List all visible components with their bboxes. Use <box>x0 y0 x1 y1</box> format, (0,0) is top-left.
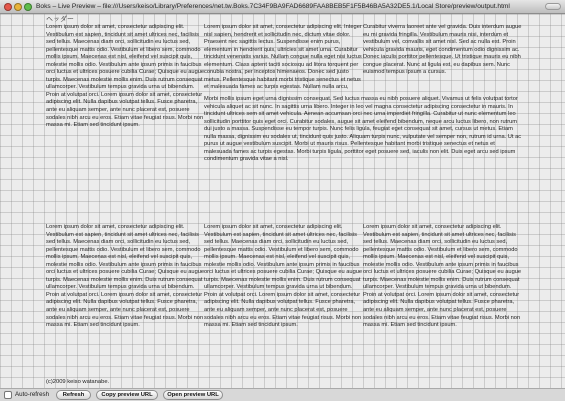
text-column-4 <box>46 224 205 388</box>
text-column-wide <box>204 96 522 214</box>
auto-refresh-label: Auto-refresh <box>15 391 50 398</box>
toolbar-toggle-button[interactable] <box>545 3 561 10</box>
open-preview-url-button[interactable]: Open preview URL <box>163 390 223 400</box>
column-text: Lorem ipsum dolor sit amet, consectetur adipiscing elit. Integer nisl sapien, hendrerit et sollicitudin nec, dictum vitae dolor. Praesent nec sagittis lectus. Suspendisse enim purus, elementum in hendrerit quis, ultricies sit amet urna. Curabitur tincidunt venenatis varius. Nullam congue nulla eget nisi luctus elementum. Class aptent taciti sociosqu ad litora torquent per conubia nostra, per inceptos himenaeos. Donec sed justo metus. Pellentesque habitant morbi tristique senectus et netus et malesuada fames ac turpis egestas. Nullam nulla arcu, <box>204 24 362 90</box>
text-column-6 <box>363 224 522 388</box>
column-text: Morbi mollis ipsum eget urna dignissim consequat. Sed luctus massa eu nibh posuere aliquet. Vivamus ut felis volutpat tortor vehicula aliquet ac sit nunc. In sagittis urna libero. Integer in leo vel magna consectetur adipiscing consectetur in mauris. In tincidunt ultrices sem sit amet vehicula. Aenean accumsan orci nec urna imperdiet fringilla. Curabitur ut nunc elementum leo sollicitudin porttitor quis eget orci. Curabitur sodales, augue sit amet eleifend bibendum, neque arcu luctus libero, non rutrum dui justo a massa. Suspendisse eu tempor turpis. Nunc felis ligula, feugiat eget consequat sit amet, cursus ut metus. Etiam nulla massa, dignissim eu sodales ut, tincidunt quis justo. Aliquam turpis nunc, vulputate vel semper non, rutrum id urna. Ut ac purus ut augue vestibulum suscipit. Morbi ut mauris risus. Pellentesque habitant morbi tristique senectus et netus et malesuada fames ac turpis egestas. Morbi turpis ligula, porttitor eget posuere sed, iaculis non elit. Duis eget arcu sed ipsum condimentum gravida vitae a nisl. <box>204 96 522 162</box>
auto-refresh-checkbox[interactable] <box>4 391 12 399</box>
close-window-button[interactable] <box>4 3 12 11</box>
text-column-2 <box>204 24 363 90</box>
live-preview-pane[interactable] <box>0 14 565 388</box>
column-text: Lorem ipsum dolor sit amet, consectetur adipiscing elit. Vestibulum est sapien, tincidunt sit amet ultrices nec, facilisis sed tellus. Maecenas diam orci, sollicitudin eu luctus sed, pellentesque mattis odio. Vestibulum et libero sem, commodo mollis ipsum. Maecenas est nisl, eleifend vel suscipit quis, molestie mollis odio. Vestibulum ante ipsum primis in faucibus orci luctus et ultrices posuere cubilia Curae; Quisque eu augue turpis. Maecenas molestie mollis enim. Duis rutrum consequat ullamcorper. Vestibulum tempus gravida urna ut bibendum. Proin at volutpat orci. Lorem ipsum dolor sit amet, consectetur adipiscing elit. Nulla dapibus volutpat tellus. Fusce pharetra, ante eu aliquam semper, ante nunc placerat est, posuere sodales nibh arcu eu eros. Etiam vitae feugiat risus. Morbi non massa mi. Etiam sed tincidunt ipsum. <box>363 224 522 329</box>
column-text: Lorem ipsum dolor sit amet, consectetur adipiscing elit. Vestibulum est sapien, tincidunt sit amet ultrices nec, facilisis sed tellus. Maecenas diam orci, sollicitudin eu luctus sed, pellentesque mattis odio. Vestibulum et libero sem, commodo mollis ipsum. Maecenas est nisl, eleifend vel suscipit quis, molestie mollis odio. Vestibulum ante ipsum primis in faucibus orci luctus et ultrices posuere cubilia Curae; Quisque eu augue turpis. Maecenas molestie mollis enim. Duis rutrum consequat ullamcorper. Vestibulum tempus gravida urna ut bibendum. Proin at volutpat orci. Lorem ipsum dolor sit amet, consectetur adipiscing elit. Nulla dapibus volutpat tellus. Fusce pharetra, ante eu aliquam semper, ante nunc placerat est, posuere sodales nibh arcu eu eros. Etiam vitae feugiat risus. Morbi non massa mi. Etiam sed tincidunt ipsum. <box>204 224 363 329</box>
bottom-control-bar <box>0 388 565 401</box>
text-column-1 <box>46 24 205 156</box>
copy-preview-url-button[interactable]: Copy preview URL <box>96 390 158 400</box>
window-titlebar <box>0 0 565 14</box>
text-column-5 <box>204 224 363 388</box>
column-text: Lorem ipsum dolor sit amet, consectetur adipiscing elit. Vestibulum est sapien, tincidunt sit amet ultrices nec, facilisis sed tellus. Maecenas diam orci, sollicitudin eu luctus sed, pellentesque mattis odio. Vestibulum et libero sem, commodo mollis ipsum. Maecenas est nisl, eleifend vel suscipit quis, molestie mollis odio. Vestibulum ante ipsum primis in faucibus orci luctus et ultrices posuere cubilia Curae; Quisque eu augue turpis. Maecenas molestie mollis enim. Duis rutrum consequat ullamcorper. Vestibulum tempus gravida urna ut bibendum. Proin at volutpat orci. Lorem ipsum dolor sit amet, consectetur adipiscing elit. Nulla dapibus volutpat tellus. Fusce pharetra, ante eu aliquam semper, ante nunc placerat est, posuere sodales nibh arcu eu eros. Etiam vitae feugiat risus. Morbi non massa mi. Etiam sed tincidunt ipsum. <box>46 224 205 329</box>
copyright-footer: (c)2009 keiso watanabe. <box>46 379 110 385</box>
minimize-window-button[interactable] <box>14 3 22 11</box>
column-text: Curabitur viverra laoreet ante vel gravida. Duis interdum augue eu mi gravida fringilla. Vestibulum mauris nisi, interdum et vestibulum vel, convallis sit amet nisl. Sed ac nulla est. Proin vehicula gravida mauris, eget condimentum odio dignissim ac. Donec iaculis porttitor pellentesque. Ut tristique mauris eu nibh congue placerat. Nunc at ligula est, eu dapibus sem. Nunc euismod tempus ipsum a cursus. <box>363 24 522 76</box>
window-title: Boks – Live Preview – file:///Users/keiso/Library/Preferences/net.tw.Boks.7C34F9BA9FAD6689FAA8BEB5F1F5B46BA5A32DE5.1/Local Store/preview/output.html <box>36 3 510 10</box>
zoom-window-button[interactable] <box>24 3 32 11</box>
refresh-button[interactable]: Refresh <box>56 390 91 400</box>
page-header: ヘッダー <box>46 16 74 23</box>
column-text: Lorem ipsum dolor sit amet, consectetur adipiscing elit. Vestibulum est sapien, tincidunt sit amet ultrices nec, facilisis sed tellus. Maecenas diam orci, sollicitudin eu luctus sed, pellentesque mattis odio. Vestibulum et libero sem, commodo mollis ipsum. Maecenas est nisl, eleifend vel suscipit quis, molestie mollis odio. Vestibulum ante ipsum primis in faucibus orci luctus et ultrices posuere cubilia Curae; Quisque eu augue turpis. Maecenas molestie mollis enim. Duis rutrum consequat ullamcorper. Vestibulum tempus gravida urna ut bibendum. Proin at volutpat orci. Lorem ipsum dolor sit amet, consectetur adipiscing elit. Nulla dapibus volutpat tellus. Fusce pharetra, ante eu aliquam semper, ante nunc placerat est, posuere sodales nibh arcu eu eros. Etiam vitae feugiat risus. Morbi non massa mi. Etiam sed tincidunt ipsum. <box>46 24 205 129</box>
text-column-3 <box>363 24 522 90</box>
